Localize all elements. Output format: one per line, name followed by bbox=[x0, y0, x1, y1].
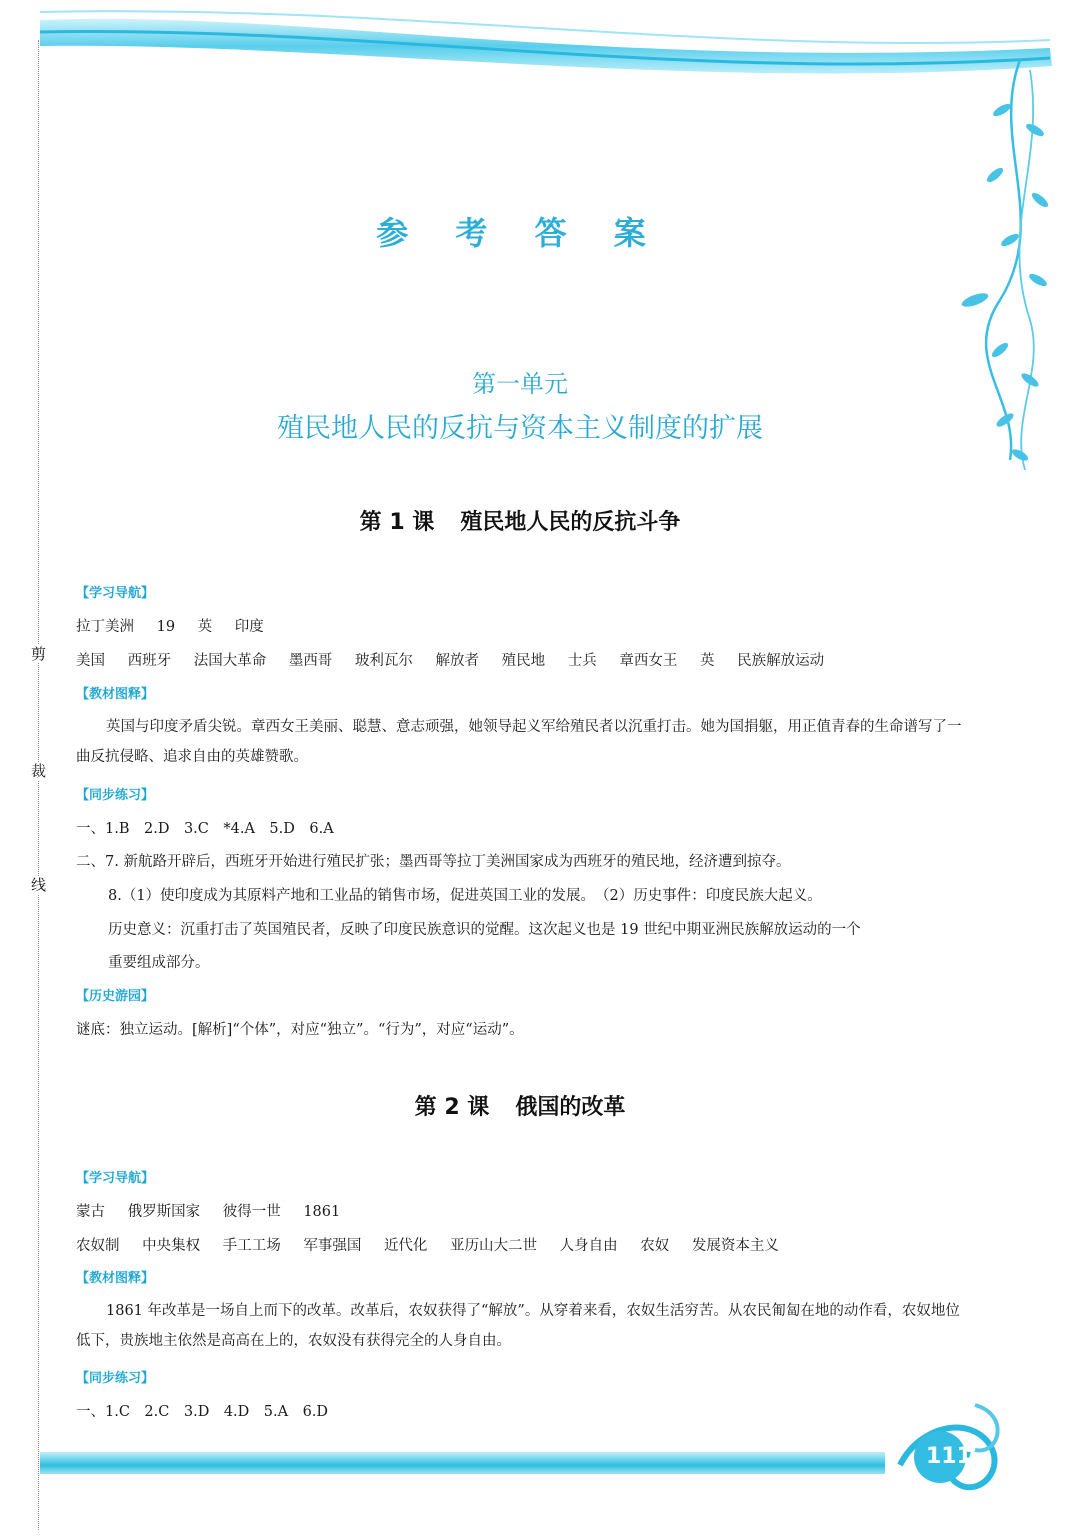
section-tag-practice: 【同步练习】 bbox=[76, 1371, 155, 1386]
section-tag-garden: 【历史游园】 bbox=[76, 989, 155, 1004]
list-item: 1861 bbox=[303, 1204, 341, 1220]
explain-paragraph: 英国与印度矛盾尖锐。章西女王美丽、聪慧、意志顽强，她领导起义军给殖民者以沉重打击。她为国捐躯，用正值青春的生命谱写了一曲反抗侵略、追求自由的英雄赞歌。 bbox=[76, 719, 962, 765]
list-item: 拉丁美洲 bbox=[76, 619, 134, 635]
guide-line-1 bbox=[76, 615, 282, 636]
practice-line: 历史意义：沉重打击了英国殖民者，反映了印度民族意识的觉醒。这次起义也是 19 世纪中期亚洲民族解放运动的一个 bbox=[108, 922, 861, 938]
list-item: 英 bbox=[699, 653, 715, 669]
page-title: 参 考 答 案 bbox=[376, 214, 664, 252]
list-item: 发展资本主义 bbox=[691, 1238, 779, 1254]
list-item: 美国 bbox=[76, 653, 105, 669]
cut-char-2: 裁 bbox=[31, 762, 47, 780]
list-item: 19 bbox=[156, 619, 176, 635]
practice-line: 二、7. 新航路开辟后，西班牙开始进行殖民扩张；墨西哥等拉丁美洲国家成为西班牙的殖民地，经济遭到掠夺。 bbox=[76, 854, 791, 870]
list-item: 西班牙 bbox=[127, 653, 172, 669]
lesson-number: 第 1 课 bbox=[359, 510, 435, 535]
cut-char-3: 线 bbox=[31, 876, 47, 894]
section-tag-guide: 【学习导航】 bbox=[76, 1171, 155, 1186]
lesson-number: 第 2 课 bbox=[414, 1095, 490, 1120]
lesson-1-heading bbox=[0, 505, 1040, 536]
explain-paragraph: 1861 年改革是一场自上而下的改革。改革后，农奴获得了“解放”。从穿着来看，农奴生活穷苦。从农民匍匐在地的动作看，农奴地位低下，贵族地主依然是高高在上的，农奴没有获得完全的人身自由。 bbox=[76, 1303, 960, 1349]
guide-line-1 bbox=[76, 1200, 358, 1221]
list-item: 农奴 bbox=[640, 1238, 670, 1254]
list-item: 近代化 bbox=[383, 1238, 428, 1254]
cut-char-1: 剪 bbox=[31, 645, 47, 663]
practice-line: 一、1.B 2.D 3.C *4.A 5.D 6.A bbox=[76, 821, 334, 837]
list-item: 手工工场 bbox=[222, 1238, 281, 1254]
guide-line-2 bbox=[76, 649, 842, 670]
practice-line: 重要组成部分。 bbox=[108, 955, 210, 971]
list-item: 殖民地 bbox=[501, 653, 546, 669]
list-item: 亚历山大二世 bbox=[450, 1238, 538, 1254]
list-item: 英 bbox=[197, 619, 213, 635]
list-item: 墨西哥 bbox=[288, 653, 333, 669]
list-item: 章西女王 bbox=[619, 653, 678, 669]
list-item: 人身自由 bbox=[559, 1238, 618, 1254]
lesson-title: 俄国的改革 bbox=[515, 1095, 626, 1120]
list-item: 玻利瓦尔 bbox=[354, 653, 413, 669]
bottom-ribbon bbox=[40, 1452, 885, 1474]
list-item: 农奴制 bbox=[76, 1238, 120, 1254]
section-tag-practice: 【同步练习】 bbox=[76, 788, 155, 803]
page-number: 111 bbox=[926, 1444, 972, 1469]
list-item: 法国大革命 bbox=[193, 653, 267, 669]
unit-label: 第一单元 bbox=[472, 370, 568, 398]
section-tag-explain: 【教材图释】 bbox=[76, 687, 155, 702]
guide-line-2 bbox=[76, 1234, 797, 1255]
garden-line: 谜底：独立运动。[解析]“个体”，对应“独立”。“行为”，对应“运动”。 bbox=[76, 1022, 524, 1038]
list-item: 蒙古 bbox=[76, 1204, 105, 1220]
list-item: 彼得一世 bbox=[222, 1204, 281, 1220]
unit-title: 殖民地人民的反抗与资本主义制度的扩展 bbox=[277, 413, 763, 444]
list-item: 军事强国 bbox=[303, 1238, 362, 1254]
section-tag-guide: 【学习导航】 bbox=[76, 586, 155, 601]
list-item: 俄罗斯国家 bbox=[127, 1204, 201, 1220]
list-item: 民族解放运动 bbox=[737, 653, 825, 669]
list-item: 解放者 bbox=[435, 653, 480, 669]
practice-line: 8.（1）使印度成为其原料产地和工业品的销售市场，促进英国工业的发展。 （2）历史事件：印度民族大起义。 bbox=[108, 888, 822, 904]
list-item: 中央集权 bbox=[142, 1238, 201, 1254]
list-item: 印度 bbox=[234, 619, 264, 635]
lesson-2-heading bbox=[0, 1090, 1040, 1121]
cut-line bbox=[38, 40, 39, 1530]
list-item: 士兵 bbox=[567, 653, 597, 669]
practice-line: 一、1.C 2.C 3.D 4.D 5.A 6.D bbox=[76, 1404, 329, 1420]
section-tag-explain: 【教材图释】 bbox=[76, 1271, 155, 1286]
lesson-title: 殖民地人民的反抗斗争 bbox=[460, 510, 681, 535]
